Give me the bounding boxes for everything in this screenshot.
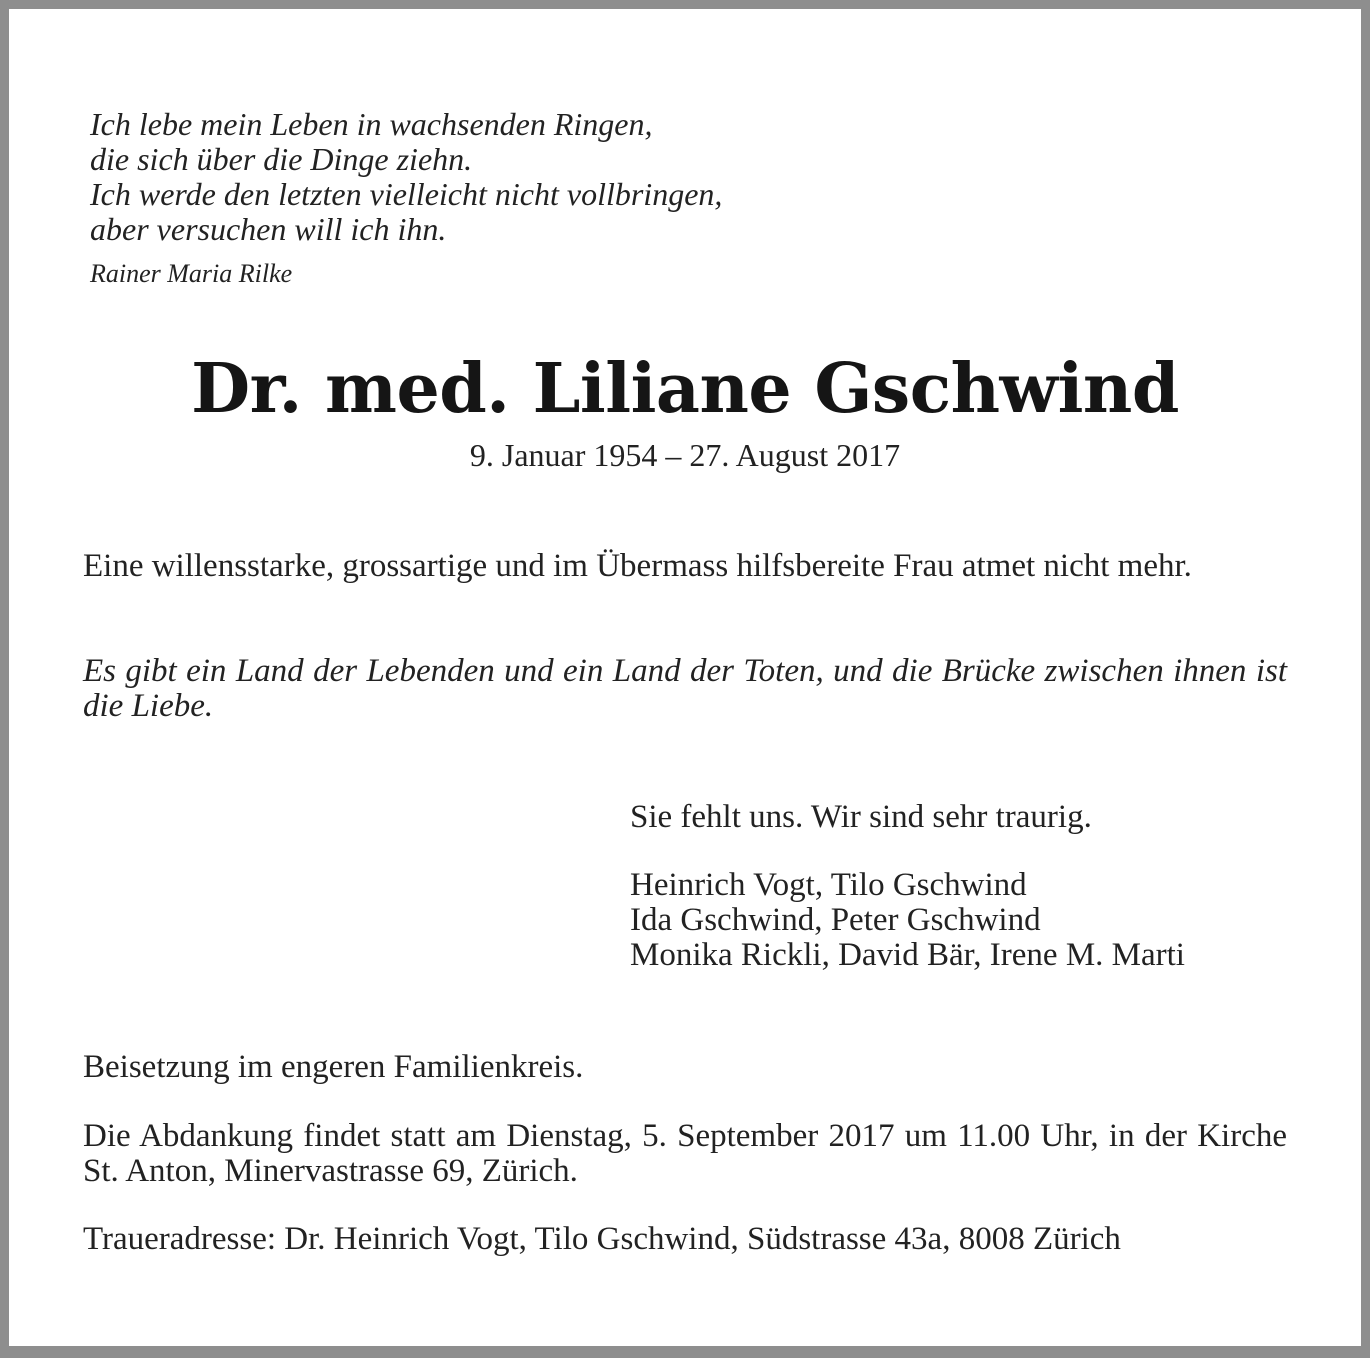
poem-line: die sich über die Dinge ziehn. (90, 141, 473, 177)
mourner-names: Heinrich Vogt, Tilo Gschwind (630, 867, 1027, 903)
tribute-text: Eine willensstarke, grossartige und im Übermass hilfsbereite Frau atmet nicht mehr. (83, 548, 1192, 584)
service-details: Die Abdankung findet statt am Dienstag, 5. September 2017 um 11.00 Uhr, in der Kirche St. Anton, Minervastrasse 69, Zürich. (83, 1118, 1287, 1189)
love-quote: Es gibt ein Land der Lebenden und ein Land der Toten, und die Brücke zwischen ihnen ist die Liebe. (83, 653, 1287, 724)
mourning-address: Traueradresse: Dr. Heinrich Vogt, Tilo Gschwind, Südstrasse 43a, 8008 Zürich (83, 1221, 1121, 1257)
mourners-message: Sie fehlt uns. Wir sind sehr traurig. (630, 799, 1092, 835)
poem-quote (90, 107, 722, 247)
mourner-names: Monika Rickli, David Bär, Irene M. Marti (630, 937, 1185, 973)
burial-note: Beisetzung im engeren Familienkreis. (83, 1049, 584, 1085)
poem-line: aber versuchen will ich ihn. (90, 211, 447, 247)
mourners-list (630, 868, 1185, 973)
poem-author: Rainer Maria Rilke (90, 259, 293, 288)
poem-line: Ich werde den letzten vielleicht nicht vollbringen, (90, 176, 723, 212)
life-dates: 9. Januar 1954 – 27. August 2017 (469, 437, 901, 473)
deceased-name: Dr. med. Liliane Gschwind (191, 349, 1179, 429)
mourner-names: Ida Gschwind, Peter Gschwind (630, 902, 1041, 938)
poem-line: Ich lebe mein Leben in wachsenden Ringen, (90, 106, 653, 142)
